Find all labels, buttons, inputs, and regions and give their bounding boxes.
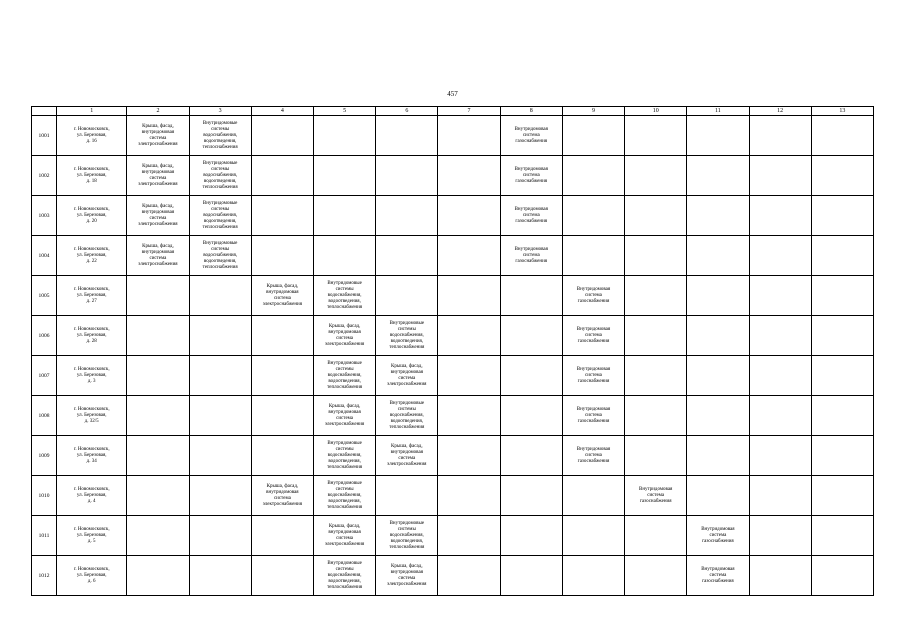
cell-col-13 <box>811 556 873 596</box>
address-text: г. Новомосковск, ул. Березовая, д. 34 <box>73 446 110 464</box>
row-address <box>57 196 127 236</box>
cell-col-12 <box>749 236 811 276</box>
address-text: г. Новомосковск, ул. Березовая, д. 4 <box>73 486 110 504</box>
cell-col-6 <box>376 236 438 276</box>
cell-col-8 <box>500 276 562 316</box>
cell-col-12 <box>749 356 811 396</box>
cell-col-3 <box>189 436 251 476</box>
cell-col-7 <box>438 156 500 196</box>
cell-col-5 <box>313 156 375 196</box>
cell-col-8 <box>500 316 562 356</box>
cell-col-11 <box>687 556 749 596</box>
work-type-text: Крыша, фасад, внутридомовая система электроснабжения <box>138 163 178 187</box>
work-type-text: Внутридомовая система газоснабжения <box>576 366 611 384</box>
work-type-text: Крыша, фасад, внутридомовая система электроснабжения <box>324 403 365 427</box>
address-text: г. Новомосковск, ул. Березовая, д. 5 <box>73 526 110 544</box>
row-address <box>57 316 127 356</box>
cell-col-12 <box>749 516 811 556</box>
table-row <box>32 276 874 316</box>
cell-col-13 <box>811 236 873 276</box>
cell-col-5 <box>313 516 375 556</box>
work-type-text: Внутридомовая система газоснабжения <box>639 486 673 504</box>
row-id: 1010 <box>32 476 57 516</box>
cell-col-7 <box>438 116 500 156</box>
cell-col-4 <box>251 476 313 516</box>
cell-col-10 <box>625 396 687 436</box>
cell-col-13 <box>811 436 873 476</box>
work-type-text: Внутридомовые системы водоснабжения, водоотведения, теплоснабжения <box>202 160 238 190</box>
address-text: г. Новомосковск, ул. Березовая, д. 27 <box>73 286 110 304</box>
address-text: г. Новомосковск, ул. Березовая, д. 32/5 <box>73 406 110 424</box>
work-type-text: Крыша, фасад, внутридомовая система электроснабжения <box>387 443 427 467</box>
cell-col-6 <box>376 436 438 476</box>
cell-col-4 <box>251 156 313 196</box>
cell-col-9 <box>562 396 624 436</box>
cell-col-10 <box>625 116 687 156</box>
table-row <box>32 356 874 396</box>
work-type-text: Внутридомовая система газоснабжения <box>514 166 548 184</box>
header-cell-13: 13 <box>811 107 873 116</box>
work-type-text: Внутридомовая система газоснабжения <box>576 286 611 304</box>
cell-col-4 <box>251 316 313 356</box>
row-id: 1006 <box>32 316 57 356</box>
cell-col-3 <box>189 276 251 316</box>
table-row <box>32 396 874 436</box>
cell-col-13 <box>811 396 873 436</box>
header-cell-6: 6 <box>376 107 438 116</box>
cell-col-8 <box>500 356 562 396</box>
header-cell-1: 1 <box>57 107 127 116</box>
cell-col-4 <box>251 516 313 556</box>
cell-col-10 <box>625 276 687 316</box>
cell-col-8 <box>500 516 562 556</box>
work-type-text: Крыша, фасад, внутридомовая система электроснабжения <box>138 243 178 267</box>
cell-col-8 <box>500 476 562 516</box>
cell-col-7 <box>438 396 500 436</box>
row-id: 1007 <box>32 356 57 396</box>
work-type-text: Внутридомовая система газоснабжения <box>514 206 548 224</box>
cell-col-9 <box>562 556 624 596</box>
cell-col-10 <box>625 476 687 516</box>
work-type-text: Внутридомовые системы водоснабжения, водоотведения, теплоснабжения <box>327 560 363 590</box>
work-type-text: Внутридомовые системы водоснабжения, водоотведения, теплоснабжения <box>202 240 238 270</box>
cell-col-6 <box>376 316 438 356</box>
cell-col-7 <box>438 556 500 596</box>
cell-col-13 <box>811 356 873 396</box>
table-row <box>32 556 874 596</box>
address-text: г. Новомосковск, ул. Березовая, д. 16 <box>73 126 110 144</box>
row-address <box>57 516 127 556</box>
cell-col-11 <box>687 356 749 396</box>
cell-col-5 <box>313 236 375 276</box>
cell-col-8 <box>500 156 562 196</box>
cell-col-4 <box>251 196 313 236</box>
header-row <box>32 107 874 116</box>
cell-col-12 <box>749 116 811 156</box>
cell-col-13 <box>811 316 873 356</box>
cell-col-13 <box>811 196 873 236</box>
work-type-text: Внутридомовые системы водоснабжения, водоотведения, теплоснабжения <box>389 400 425 430</box>
cell-col-5 <box>313 116 375 156</box>
cell-col-7 <box>438 196 500 236</box>
cell-col-4 <box>251 276 313 316</box>
cell-col-6 <box>376 156 438 196</box>
cell-col-3 <box>189 396 251 436</box>
work-type-text: Внутридомовые системы водоснабжения, водоотведения, теплоснабжения <box>327 360 363 390</box>
work-type-text: Внутридомовая система газоснабжения <box>576 326 611 344</box>
header-cell-5: 5 <box>313 107 375 116</box>
cell-col-13 <box>811 516 873 556</box>
cell-col-6 <box>376 116 438 156</box>
work-type-text: Внутридомовая система газоснабжения <box>701 526 735 544</box>
cell-col-11 <box>687 276 749 316</box>
cell-col-13 <box>811 116 873 156</box>
work-type-text: Крыша, фасад, внутридомовая система электроснабжения <box>138 203 178 227</box>
cell-col-11 <box>687 436 749 476</box>
cell-col-9 <box>562 476 624 516</box>
cell-col-2 <box>127 556 189 596</box>
cell-col-7 <box>438 236 500 276</box>
cell-col-7 <box>438 476 500 516</box>
cell-col-9 <box>562 516 624 556</box>
cell-col-12 <box>749 316 811 356</box>
cell-col-8 <box>500 396 562 436</box>
cell-col-12 <box>749 436 811 476</box>
work-type-text: Крыша, фасад, внутридомовая система электроснабжения <box>387 363 427 387</box>
address-text: г. Новомосковск, ул. Березовая, д. 18 <box>73 166 110 184</box>
work-type-text: Внутридомовая система газоснабжения <box>701 566 735 584</box>
table-row <box>32 196 874 236</box>
cell-col-2 <box>127 436 189 476</box>
cell-col-5 <box>313 316 375 356</box>
cell-col-7 <box>438 276 500 316</box>
row-address <box>57 476 127 516</box>
row-address <box>57 356 127 396</box>
cell-col-12 <box>749 196 811 236</box>
cell-col-4 <box>251 556 313 596</box>
cell-col-11 <box>687 116 749 156</box>
cell-col-5 <box>313 356 375 396</box>
header-cell-8: 8 <box>500 107 562 116</box>
cell-col-9 <box>562 196 624 236</box>
header-cell-3: 3 <box>189 107 251 116</box>
cell-col-12 <box>749 156 811 196</box>
cell-col-9 <box>562 276 624 316</box>
cell-col-4 <box>251 436 313 476</box>
cell-col-5 <box>313 276 375 316</box>
cell-col-7 <box>438 316 500 356</box>
cell-col-8 <box>500 116 562 156</box>
cell-col-3 <box>189 236 251 276</box>
cell-col-2 <box>127 116 189 156</box>
cell-col-10 <box>625 436 687 476</box>
row-id: 1001 <box>32 116 57 156</box>
cell-col-5 <box>313 396 375 436</box>
header-cell-9: 9 <box>562 107 624 116</box>
work-type-text: Крыша, фасад, внутридомовая система электроснабжения <box>387 563 427 587</box>
cell-col-8 <box>500 556 562 596</box>
row-address <box>57 436 127 476</box>
table-header <box>32 107 874 116</box>
repair-schedule-table <box>31 106 874 596</box>
cell-col-10 <box>625 556 687 596</box>
row-id: 1005 <box>32 276 57 316</box>
cell-col-6 <box>376 556 438 596</box>
work-type-text: Крыша, фасад, внутридомовая система электроснабжения <box>324 523 365 547</box>
cell-col-6 <box>376 516 438 556</box>
cell-col-3 <box>189 556 251 596</box>
work-type-text: Внутридомовые системы водоснабжения, водоотведения, теплоснабжения <box>389 320 425 350</box>
cell-col-12 <box>749 396 811 436</box>
cell-col-2 <box>127 396 189 436</box>
header-cell-blank <box>32 107 57 116</box>
cell-col-8 <box>500 436 562 476</box>
cell-col-13 <box>811 156 873 196</box>
cell-col-3 <box>189 476 251 516</box>
cell-col-12 <box>749 276 811 316</box>
cell-col-5 <box>313 556 375 596</box>
work-type-text: Крыша, фасад, внутридомовая система электроснабжения <box>262 483 303 507</box>
cell-col-10 <box>625 236 687 276</box>
table-row <box>32 236 874 276</box>
address-text: г. Новомосковск, ул. Березовая, д. 28 <box>73 326 110 344</box>
cell-col-9 <box>562 156 624 196</box>
header-cell-4: 4 <box>251 107 313 116</box>
cell-col-2 <box>127 516 189 556</box>
cell-col-9 <box>562 356 624 396</box>
header-cell-12: 12 <box>749 107 811 116</box>
cell-col-2 <box>127 316 189 356</box>
cell-col-7 <box>438 516 500 556</box>
work-type-text: Внутридомовые системы водоснабжения, водоотведения, теплоснабжения <box>202 120 238 150</box>
cell-col-6 <box>376 276 438 316</box>
cell-col-2 <box>127 156 189 196</box>
row-id: 1003 <box>32 196 57 236</box>
address-text: г. Новомосковск, ул. Березовая, д. 20 <box>73 206 110 224</box>
cell-col-11 <box>687 396 749 436</box>
work-type-text: Внутридомовые системы водоснабжения, водоотведения, теплоснабжения <box>389 520 425 550</box>
header-cell-10: 10 <box>625 107 687 116</box>
table-row <box>32 476 874 516</box>
cell-col-3 <box>189 356 251 396</box>
table-row <box>32 436 874 476</box>
cell-col-4 <box>251 356 313 396</box>
work-type-text: Крыша, фасад, внутридомовая система электроснабжения <box>262 283 303 307</box>
cell-col-9 <box>562 316 624 356</box>
cell-col-7 <box>438 356 500 396</box>
row-id: 1012 <box>32 556 57 596</box>
cell-col-13 <box>811 476 873 516</box>
cell-col-13 <box>811 276 873 316</box>
page-number: 457 <box>447 90 458 98</box>
row-address <box>57 276 127 316</box>
address-text: г. Новомосковск, ул. Березовая, д. 22 <box>73 246 110 264</box>
cell-col-10 <box>625 516 687 556</box>
cell-col-5 <box>313 476 375 516</box>
row-address <box>57 116 127 156</box>
cell-col-6 <box>376 356 438 396</box>
cell-col-3 <box>189 516 251 556</box>
cell-col-12 <box>749 476 811 516</box>
cell-col-4 <box>251 396 313 436</box>
cell-col-6 <box>376 396 438 436</box>
row-address <box>57 156 127 196</box>
cell-col-11 <box>687 196 749 236</box>
work-type-text: Внутридомовая система газоснабжения <box>514 126 548 144</box>
cell-col-7 <box>438 436 500 476</box>
table-row <box>32 516 874 556</box>
cell-col-2 <box>127 356 189 396</box>
header-cell-11: 11 <box>687 107 749 116</box>
work-type-text: Внутридомовые системы водоснабжения, водоотведения, теплоснабжения <box>327 440 363 470</box>
cell-col-10 <box>625 316 687 356</box>
cell-col-9 <box>562 436 624 476</box>
cell-col-4 <box>251 236 313 276</box>
cell-col-5 <box>313 436 375 476</box>
row-id: 1008 <box>32 396 57 436</box>
table-body <box>32 116 874 596</box>
row-address <box>57 396 127 436</box>
cell-col-9 <box>562 236 624 276</box>
cell-col-2 <box>127 276 189 316</box>
work-type-text: Внутридомовая система газоснабжения <box>514 246 548 264</box>
row-address <box>57 236 127 276</box>
work-type-text: Крыша, фасад, внутридомовая система электроснабжения <box>138 123 178 147</box>
address-text: г. Новомосковск, ул. Березовая, д. 6 <box>73 566 110 584</box>
table-row <box>32 116 874 156</box>
table-row <box>32 316 874 356</box>
cell-col-11 <box>687 236 749 276</box>
cell-col-6 <box>376 196 438 236</box>
work-type-text: Внутридомовая система газоснабжения <box>576 406 611 424</box>
work-type-text: Крыша, фасад, внутридомовая система электроснабжения <box>324 323 365 347</box>
cell-col-3 <box>189 116 251 156</box>
cell-col-3 <box>189 316 251 356</box>
cell-col-8 <box>500 196 562 236</box>
header-cell-7: 7 <box>438 107 500 116</box>
table-row <box>32 156 874 196</box>
work-type-text: Внутридомовые системы водоснабжения, водоотведения, теплоснабжения <box>202 200 238 230</box>
cell-col-11 <box>687 476 749 516</box>
cell-col-10 <box>625 156 687 196</box>
cell-col-4 <box>251 116 313 156</box>
row-id: 1009 <box>32 436 57 476</box>
cell-col-5 <box>313 196 375 236</box>
address-text: г. Новомосковск, ул. Березовая, д. 3 <box>73 366 110 384</box>
row-address <box>57 556 127 596</box>
cell-col-8 <box>500 236 562 276</box>
row-id: 1004 <box>32 236 57 276</box>
row-id: 1002 <box>32 156 57 196</box>
cell-col-2 <box>127 476 189 516</box>
cell-col-9 <box>562 116 624 156</box>
cell-col-3 <box>189 196 251 236</box>
cell-col-2 <box>127 196 189 236</box>
cell-col-10 <box>625 356 687 396</box>
cell-col-11 <box>687 516 749 556</box>
work-type-text: Внутридомовые системы водоснабжения, водоотведения, теплоснабжения <box>327 280 363 310</box>
cell-col-11 <box>687 156 749 196</box>
cell-col-12 <box>749 556 811 596</box>
cell-col-6 <box>376 476 438 516</box>
work-type-text: Внутридомовые системы водоснабжения, водоотведения, теплоснабжения <box>327 480 363 510</box>
work-type-text: Внутридомовая система газоснабжения <box>576 446 611 464</box>
cell-col-2 <box>127 236 189 276</box>
header-cell-2: 2 <box>127 107 189 116</box>
row-id: 1011 <box>32 516 57 556</box>
cell-col-3 <box>189 156 251 196</box>
cell-col-10 <box>625 196 687 236</box>
cell-col-11 <box>687 316 749 356</box>
